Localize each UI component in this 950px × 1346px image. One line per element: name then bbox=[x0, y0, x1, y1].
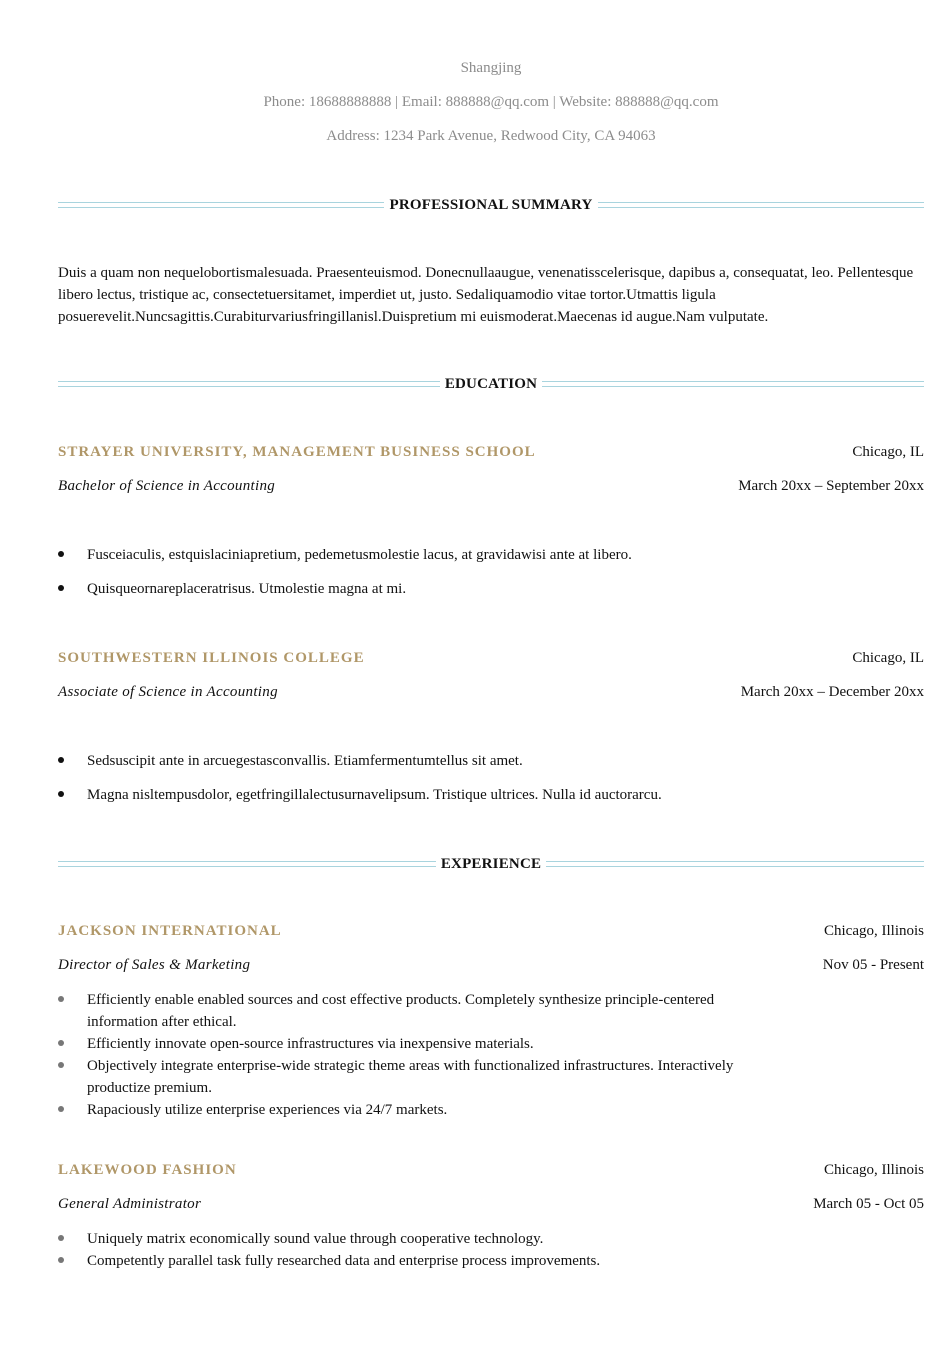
bullet-text: Sedsuscipit ante in arcuegestasconvallis. Etiamfermentumtellus sit amet. bbox=[87, 753, 523, 769]
bullet-text: Efficiently enable enabled sources and cost effective products. Completely synthesize principle-centered information after ethical. bbox=[87, 992, 715, 1030]
experience-entry-subheader bbox=[58, 1194, 924, 1214]
section-header-summary bbox=[58, 196, 924, 214]
divider-rule bbox=[546, 861, 924, 867]
section-title: PROFESSIONAL SUMMARY bbox=[389, 196, 593, 213]
bullet-text: Efficiently innovate open-source infrastructures via inexpensive materials. bbox=[87, 1036, 534, 1052]
experience-entry-header bbox=[58, 1160, 924, 1180]
divider-rule bbox=[58, 202, 384, 208]
divider-rule bbox=[542, 381, 924, 387]
bullet-dot-icon bbox=[58, 585, 64, 591]
bullet-dot-icon bbox=[58, 551, 64, 557]
company-location: Chicago, Illinois bbox=[824, 922, 924, 939]
education-entry-header bbox=[58, 648, 924, 668]
experience-bullets bbox=[58, 989, 924, 1121]
company-name: LAKEWOOD FASHION bbox=[58, 1161, 237, 1178]
contact-line: Phone: 18688888888 | Email: 888888@qq.com | Website: 888888@qq.com bbox=[263, 94, 719, 110]
education-dates: March 20xx – September 20xx bbox=[738, 477, 924, 494]
experience-bullets bbox=[58, 1228, 924, 1272]
experience-entry-subheader bbox=[58, 955, 924, 975]
list-item bbox=[58, 1033, 786, 1055]
bullet-text: Uniquely matrix economically sound value through cooperative technology. bbox=[87, 1231, 544, 1247]
education-entry-subheader bbox=[58, 682, 924, 702]
divider-rule bbox=[58, 861, 436, 867]
education-bullets bbox=[58, 544, 924, 612]
bullet-dot-icon bbox=[58, 791, 64, 797]
school-location: Chicago, IL bbox=[852, 443, 924, 460]
job-dates: March 05 - Oct 05 bbox=[813, 1195, 924, 1212]
degree-name: Associate of Science in Accounting bbox=[58, 683, 278, 700]
company-location: Chicago, Illinois bbox=[824, 1161, 924, 1178]
school-location: Chicago, IL bbox=[852, 649, 924, 666]
job-title: General Administrator bbox=[58, 1195, 202, 1212]
list-item bbox=[58, 750, 924, 772]
school-name: SOUTHWESTERN ILLINOIS COLLEGE bbox=[58, 649, 365, 666]
bullet-dot-icon bbox=[58, 1106, 64, 1112]
candidate-name: Shangjing bbox=[460, 60, 522, 76]
section-title: EDUCATION bbox=[444, 375, 538, 392]
list-item bbox=[58, 1250, 786, 1272]
bullet-dot-icon bbox=[58, 1040, 64, 1046]
education-entry-subheader bbox=[58, 476, 924, 496]
bullet-dot-icon bbox=[58, 1257, 64, 1263]
bullet-dot-icon bbox=[58, 1062, 64, 1068]
bullet-text: Objectively integrate enterprise-wide strategic theme areas with functionalized infrastructures. Interactively productize premium. bbox=[87, 1058, 734, 1096]
bullet-dot-icon bbox=[58, 1235, 64, 1241]
education-bullets bbox=[58, 750, 924, 818]
education-entry-header bbox=[58, 442, 924, 462]
address-line: Address: 1234 Park Avenue, Redwood City, CA 94063 bbox=[326, 128, 656, 144]
bullet-text: Magna nisltempusdolor, egetfringillalectusurnavelipsum. Tristique ultrices. Nulla id auctorarcu. bbox=[87, 787, 662, 803]
list-item bbox=[58, 784, 924, 806]
degree-name: Bachelor of Science in Accounting bbox=[58, 477, 276, 494]
summary-text: Duis a quam non nequelobortismalesuada. Praesenteuismod. Donecnullaaugue, venenatisscelerisque, dapibus a, consequatat, leo. Pellentesque libero lectus, tristique ac, consectetuersitamet, imperdiet ut, justo. Sedaliquamodio vitae tortor.Utmattis ligula posuerevelit.Nuncsagittis.Curabiturvariusfringillanisl.Duispretium mi euismoderat.Maecenas id augue.Nam vulputate. bbox=[58, 265, 914, 325]
list-item bbox=[58, 544, 924, 566]
section-title: EXPERIENCE bbox=[440, 855, 542, 872]
list-item bbox=[58, 1055, 786, 1099]
bullet-text: Fusceiaculis, estquislaciniapretium, pedemetusmolestie lacus, at gravidawisi ante at libero. bbox=[87, 547, 632, 563]
job-title: Director of Sales & Marketing bbox=[58, 956, 251, 973]
job-dates: Nov 05 - Present bbox=[822, 956, 924, 973]
education-dates: March 20xx – December 20xx bbox=[740, 683, 924, 700]
list-item bbox=[58, 989, 786, 1033]
company-name: JACKSON INTERNATIONAL bbox=[58, 922, 282, 939]
bullet-dot-icon bbox=[58, 757, 64, 763]
divider-rule bbox=[598, 202, 924, 208]
section-header-education bbox=[58, 375, 924, 393]
experience-entry-header bbox=[58, 921, 924, 941]
bullet-text: Competently parallel task fully researched data and enterprise process improvements. bbox=[87, 1253, 601, 1269]
divider-rule bbox=[58, 381, 440, 387]
school-name: STRAYER UNIVERSITY, MANAGEMENT BUSINESS SCHOOL bbox=[58, 443, 536, 460]
section-header-experience bbox=[58, 855, 924, 873]
bullet-text: Rapaciously utilize enterprise experiences via 24/7 markets. bbox=[87, 1102, 448, 1118]
list-item bbox=[58, 1228, 786, 1250]
bullet-dot-icon bbox=[58, 996, 64, 1002]
list-item bbox=[58, 578, 924, 600]
list-item bbox=[58, 1099, 786, 1121]
bullet-text: Quisqueornareplaceratrisus. Utmolestie magna at mi. bbox=[87, 581, 407, 597]
